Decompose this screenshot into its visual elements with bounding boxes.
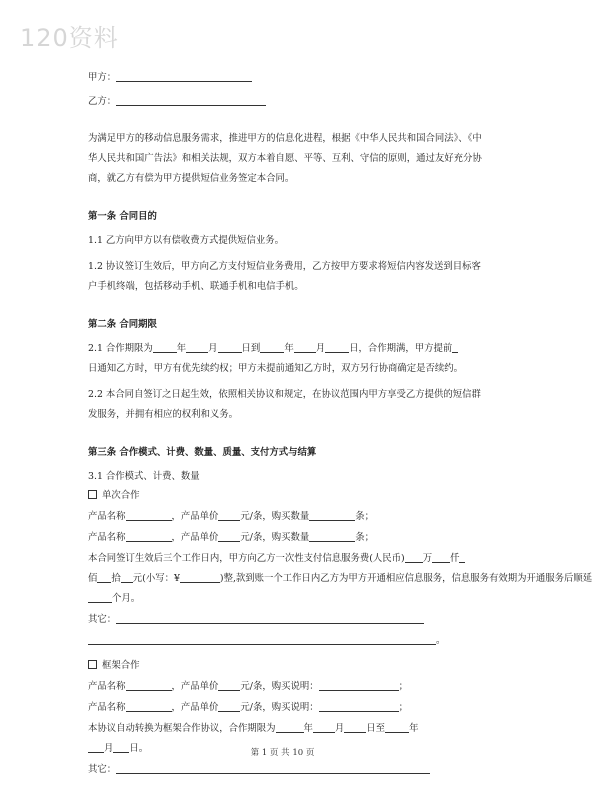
party-a-blank[interactable] xyxy=(116,70,252,82)
single-payment-line-3: 个月。 xyxy=(88,591,483,606)
article1-p2: 1.2 协议签订生效后，甲方向乙方支付短信业务费用，乙方按甲方要求将短信内容发送到目标客户手机终端，包括移动手机、联通手机和电信手机。 xyxy=(88,261,481,292)
frame-period-line-1: 本协议自动转换为框架合作协议，合作期限为 年 月 日至 年 xyxy=(88,723,419,734)
page-footer: 第 1 页 共 10 页 xyxy=(250,748,315,758)
single-cooperation-option[interactable]: 单次合作 xyxy=(88,488,483,503)
single-payment-line-1: 本合同签订生效后三个工作日内，甲方向乙方一次性支付信息服务费(人民币) 万 仟 xyxy=(88,551,483,566)
single-checkbox[interactable] xyxy=(88,490,97,499)
frame-product-line-1: 产品名称 ，产品单价 元/条，购买说明： ； xyxy=(88,681,408,692)
single-other-line: 其它： xyxy=(88,612,483,627)
article3-sub: 3.1 合作模式、计费、数量 xyxy=(88,471,200,482)
party-b-line: 乙方： xyxy=(88,94,483,109)
contract-page xyxy=(88,70,592,777)
frame-other-blank[interactable] xyxy=(116,762,430,774)
single-product-line-1: 产品名称 ，产品单价 元/条，购买数量 条； xyxy=(88,511,374,522)
single-payment-line-2: 佰 拾 元(小写：¥ )整,款到账一个工作日内乙方为甲方开通相应信息服务，信息服务有效期为开通服务后顺延 xyxy=(88,573,592,584)
article2-p1-line2: 日通知乙方时，甲方有优先续约权；甲方未提前通知乙方时，双方另行协商确定是否续约。 xyxy=(88,363,464,374)
article1-title: 第一条 合同目的 xyxy=(88,211,157,222)
party-a-line: 甲方： xyxy=(88,70,483,85)
frame-product-line-2: 产品名称 ，产品单价 元/条，购买说明： ； xyxy=(88,702,408,713)
frame-period-line-2: 月 日。 xyxy=(88,741,483,756)
frame-cooperation-option[interactable]: 框架合作 xyxy=(88,658,483,673)
article3-title: 第三条 合作模式、计费、数量、质量、支付方式与结算 xyxy=(88,447,317,458)
article2-p1-line1: 2.1 合作期限为 年 月 日到 年 月 日，合作期满，甲方提前 xyxy=(88,341,483,356)
article2-p2: 2.2 本合同自签订之日起生效，依照相关协议和规定，在协议范围内甲方享受乙方提供的短信群发服务，并拥有相应的权利和义务。 xyxy=(88,389,481,420)
frame-other-line: 其它： xyxy=(88,762,483,777)
watermark: 120资料 xyxy=(20,24,119,52)
single-other-line-2: 。 xyxy=(88,633,483,648)
article1-p1: 1.1 乙方向甲方以有偿收费方式提供短信业务。 xyxy=(88,235,285,246)
intro-paragraph: 为满足甲方的移动信息服务需求，推进甲方的信息化进程，根据《中华人民共和国合同法》、《中华人民共和国广告法》和相关法规，双方本着自愿、平等、互利、守信的原则，通过友好充分协商，就乙方有偿为甲方提供短信业务签定本合同。 xyxy=(88,133,482,184)
single-product-line-2: 产品名称 ，产品单价 元/条，购买数量 条； xyxy=(88,532,374,543)
single-other-blank[interactable] xyxy=(116,612,424,624)
frame-checkbox[interactable] xyxy=(88,660,97,669)
article2-title: 第二条 合同期限 xyxy=(88,319,157,330)
party-b-blank[interactable] xyxy=(116,94,266,106)
